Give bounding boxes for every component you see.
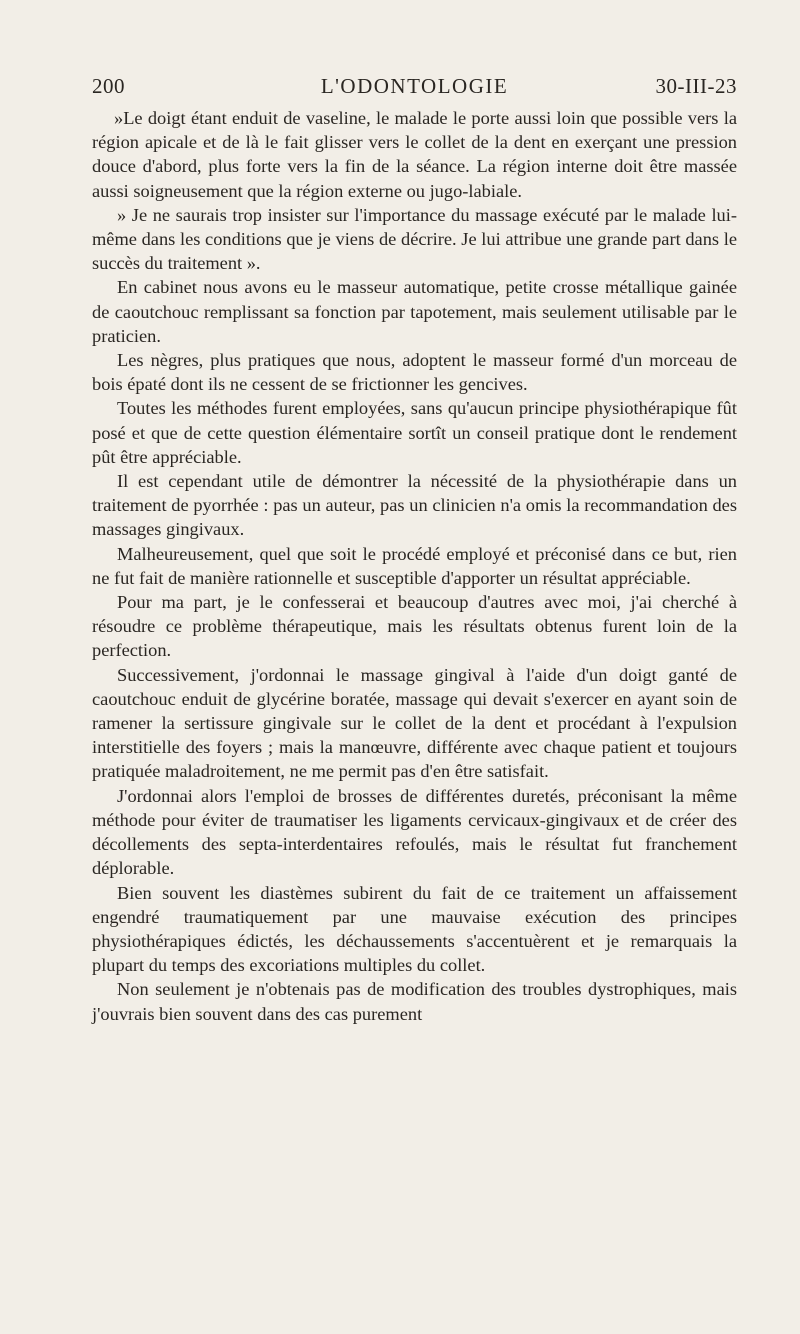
paragraph: J'ordonnai alors l'emploi de brosses de différentes duretés, préconisant la même méthode pour éviter de traumatiser les ligaments cervicaux-gingivaux et de créer des décollements des septa-interdentaires refoulés, mais le résultat fut franchement déplorable. — [92, 785, 737, 879]
paragraph: Les nègres, plus pratiques que nous, adoptent le masseur formé d'un morceau de bois épaté dont ils ne cessent de se frictionner les gencives. — [92, 350, 737, 395]
paragraph: Malheureusement, quel que soit le procédé employé et préconisé dans ce but, rien ne fut fait de manière rationnelle et susceptible d'apporter un résultat appréciable. — [92, 543, 737, 588]
paragraph: »Le doigt étant enduit de vaseline, le malade le porte aussi loin que possible vers la région apicale et de là le fait glisser vers le collet de la dent en exerçant une pression douce d'abord, plus forte vers la fin de la séance. La région interne doit être massée aussi soigneusement que la région externe ou jugo-labiale. — [92, 108, 737, 201]
paragraph: Il est cependant utile de démontrer la nécessité de la physiothérapie dans un traitement de pyorrhée : pas un auteur, pas un clinicien n'a omis la recommandation des massages gingivaux. — [92, 471, 737, 540]
issue-date: 30-III-23 — [655, 74, 737, 98]
body-text — [92, 106, 737, 1026]
paragraph: En cabinet nous avons eu le masseur automatique, petite crosse métallique gainée de caoutchouc remplissant sa fonction par tapotement, mais seulement utilisable par le praticien. — [92, 277, 737, 346]
paragraph: Bien souvent les diastèmes subirent du fait de ce traitement un affaissement engendré traumatiquement par une mauvaise exécution des principes physiothérapiques édictés, les déchaussements s'accentuèrent et je remarquais la plupart du temps des excoriations multiples du collet. — [92, 882, 737, 976]
paragraph: Successivement, j'ordonnai le massage gingival à l'aide d'un doigt ganté de caoutchouc enduit de glycérine boratée, massage qui devait s'exercer en ayant soin de ramener la sertissure gingivale sur le collet de la dent et procédant à l'expulsion interstitielle des foyers ; mais la manœuvre, différente avec chaque patient et toujours pratiquée maladroitement, ne me permit pas d'en être satisfait. — [92, 664, 737, 782]
paragraph: Non seulement je n'obtenais pas de modification des troubles dystrophiques, mais j'ouvrais bien souvent dans des cas purement — [92, 979, 737, 1024]
running-header — [92, 70, 737, 106]
paragraph: » Je ne saurais trop insister sur l'importance du massage exécuté par le malade lui-même dans les conditions que je viens de décrire. Je lui attribue une grande part dans le succès du traitement ». — [92, 204, 737, 274]
paragraph: Toutes les méthodes furent employées, sans qu'aucun principe physiothérapique fût posé et que de cette question élémentaire sortît un conseil pratique dont le rendement pût être appréciable. — [92, 398, 737, 467]
page-number: 200 — [92, 74, 125, 98]
journal-title: L'ODONTOLOGIE — [320, 74, 509, 98]
paragraph: Pour ma part, je le confesserai et beaucoup d'autres avec moi, j'ai cherché à résoudre ce problème thérapeutique, mais les résultats obtenus furent loin de la perfection. — [92, 592, 737, 661]
document-page — [92, 70, 737, 1026]
